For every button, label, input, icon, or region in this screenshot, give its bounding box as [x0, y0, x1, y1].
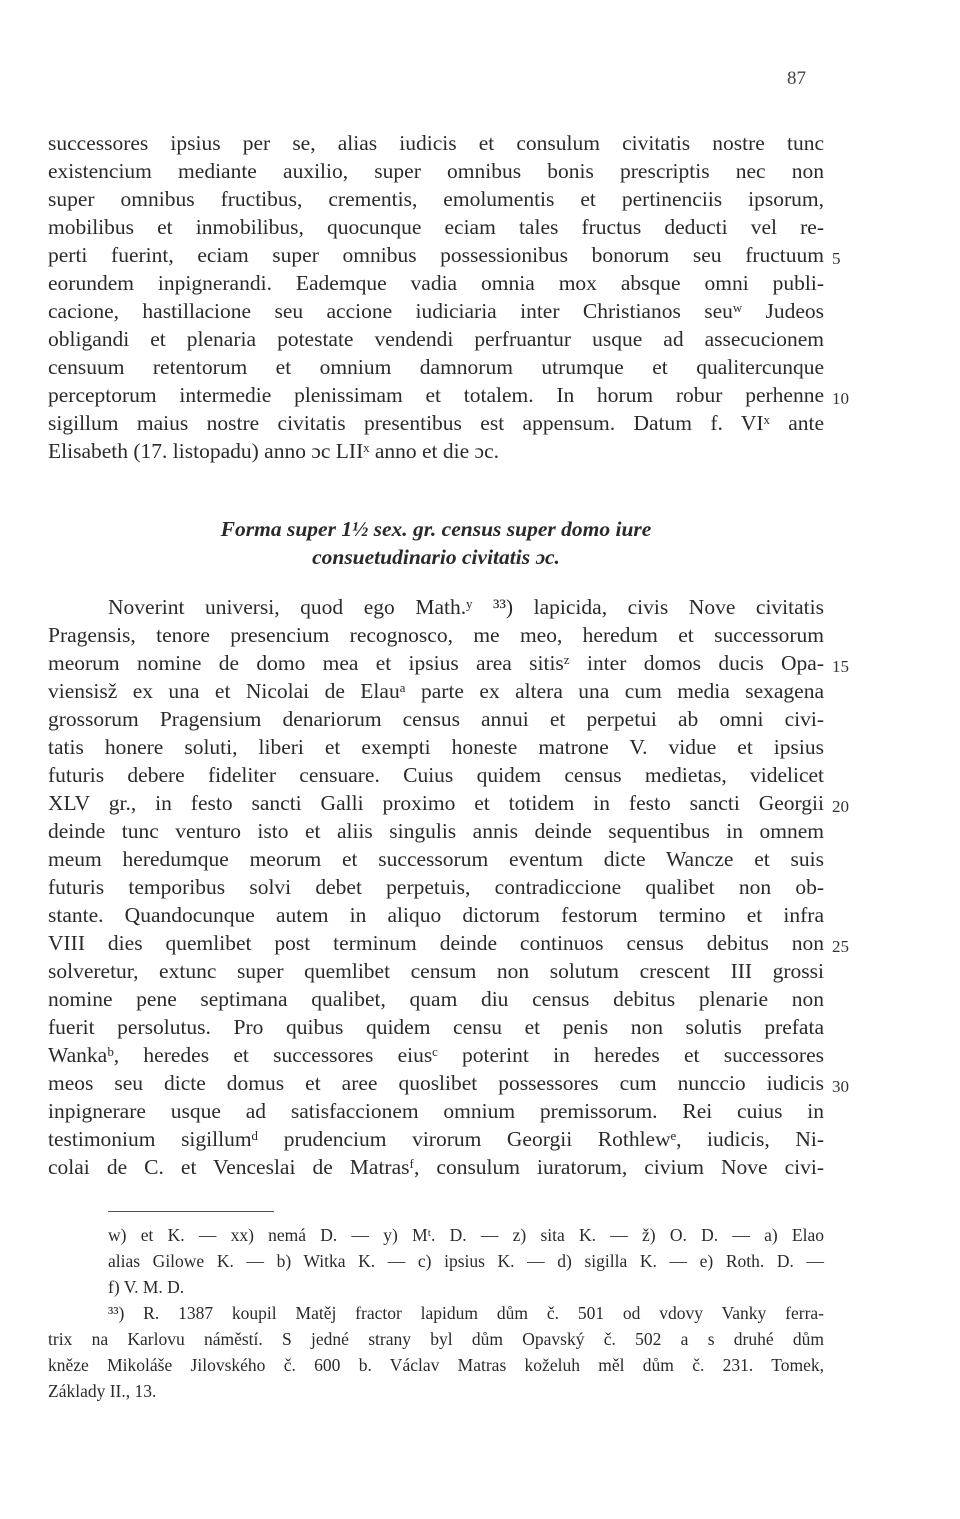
footnote-line: w) et K. — xx) nemá D. — y) Mᵗ. D. — z) sita K. — ž) O. D. — a) Elao	[108, 1225, 824, 1245]
text-line: sigillum maius nostre civitatis presentibus est appensum. Datum f. VIˣ ante	[48, 411, 824, 435]
text-line: stante. Quandocunque autem in aliquo dictorum festorum termino et infra	[48, 903, 824, 927]
text-line: eorundem inpignerandi. Eademque vadia omnia mox absque omni publi-	[48, 271, 824, 295]
text-line: viensisž ex una et Nicolai de Elauᵃ parte ex altera una cum media sexagena	[48, 679, 824, 703]
footnote-rule	[108, 1211, 274, 1212]
section-heading-line2: consuetudinario civitatis ɔc.	[312, 545, 560, 569]
text-line: testimonium sigillumᵈ prudencium virorum Georgii Rothlewᵉ, iudicis, Ni-	[48, 1127, 824, 1151]
text-line: fuerit persolutus. Pro quibus quidem censu et penis non solutis prefata	[48, 1015, 824, 1039]
text-line: Wankaᵇ, heredes et successores eiusᶜ poterint in heredes et successores	[48, 1043, 824, 1067]
text-line: meorum nomine de domo mea et ipsius area sitisᶻ inter domos ducis Opa-	[48, 651, 824, 675]
line-number: 10	[832, 389, 849, 408]
text-line: censuum retentorum et omnium damnorum utrumque et qualitercunque	[48, 355, 824, 379]
text-line: successores ipsius per se, alias iudicis et consulum civitatis nostre tunc	[48, 131, 824, 155]
text-line: obligandi et plenaria potestate vendendi perfruantur usque ad assecucionem	[48, 327, 824, 351]
line-number: 30	[832, 1077, 849, 1096]
text-line: mobilibus et inmobilibus, quocunque eciam tales fructus deducti vel re-	[48, 215, 824, 239]
text-line: existencium mediante auxilio, super omnibus bonis prescriptis nec non	[48, 159, 824, 183]
text-line: cacione, hastillacione seu accione iudiciaria inter Christianos seuʷ Judeos	[48, 299, 824, 323]
text-line: Elisabeth (17. listopadu) anno ɔc LIIˣ anno et die ɔc.	[48, 439, 499, 463]
footnote-line: ³³) R. 1387 koupil Matěj fractor lapidum dům č. 501 od vdovy Vanky ferra-	[108, 1303, 824, 1323]
text-line: deinde tunc venturo isto et aliis singulis annis deinde sequentibus in omnem	[48, 819, 824, 843]
section-heading: Forma super 1½ sex. gr. census super domo iure	[220, 517, 652, 541]
text-line: meum heredumque meorum et successorum eventum dicte Wancze et suis	[48, 847, 824, 871]
text-line: tatis honere soluti, liberi et exempti honeste matrone V. vidue et ipsius	[48, 735, 824, 759]
line-number: 5	[832, 249, 841, 268]
line-number: 15	[832, 657, 849, 676]
text-line: VIII dies quemlibet post terminum deinde continuos census debitus non	[48, 931, 824, 955]
line-number: 25	[832, 937, 849, 956]
text-line: futuris debere fideliter censuare. Cuius quidem census medietas, videlicet	[48, 763, 824, 787]
text-line: super omnibus fructibus, crementis, emolumentis et pertinenciis ipsorum,	[48, 187, 824, 211]
text-line: colai de C. et Venceslai de Matrasᶠ, consulum iuratorum, civium Nove civi-	[48, 1155, 824, 1179]
text-line: XLV gr., in festo sancti Galli proximo et totidem in festo sancti Georgii	[48, 791, 824, 815]
text-line: nomine pene septimana qualibet, quam diu census debitus plenarie non	[48, 987, 824, 1011]
text-line: futuris temporibus solvi debet perpetuis, contradiccione qualibet non ob-	[48, 875, 824, 899]
text-line: perti fuerint, eciam super omnibus possessionibus bonorum seu fructuum	[48, 243, 824, 267]
footnote-line: f) V. M. D.	[108, 1277, 185, 1297]
text-line: grossorum Pragensium denariorum census annui et perpetui ab omni civi-	[48, 707, 824, 731]
footnote-line: kněze Mikoláše Jilovského č. 600 b. Václav Matras koželuh měl dům č. 231. Tomek,	[48, 1355, 824, 1375]
line-number: 20	[832, 797, 849, 816]
text-line: Pragensis, tenore presencium recognosco, me meo, heredum et successorum	[48, 623, 824, 647]
text-line: solveretur, extunc super quemlibet censum non solutum crescent III grossi	[48, 959, 824, 983]
footnote-line: trix na Karlovu náměstí. S jedné strany byl dům Opavský č. 502 a s druhé dům	[48, 1329, 824, 1349]
text-line: meos seu dicte domus et aree quoslibet possessores cum nunccio iudicis	[48, 1071, 824, 1095]
footnote-line: alias Gilowe K. — b) Witka K. — c) ipsius K. — d) sigilla K. — e) Roth. D. —	[108, 1251, 824, 1271]
text-line: Noverint universi, quod ego Math.ʸ ³³) lapicida, civis Nove civitatis	[108, 595, 824, 619]
footnote-line: Základy II., 13.	[48, 1381, 157, 1401]
text-line: perceptorum intermedie plenissimam et totalem. In horum robur perhenne	[48, 383, 824, 407]
page-number: 87	[787, 68, 806, 89]
text-line: inpignerare usque ad satisfaccionem omnium premissorum. Rei cuius in	[48, 1099, 824, 1123]
